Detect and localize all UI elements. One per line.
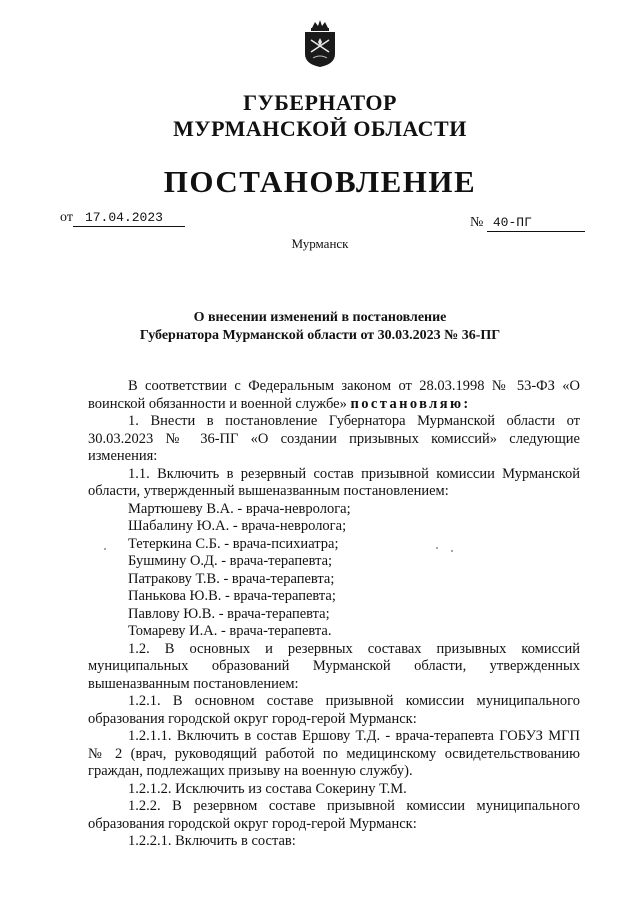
date-field (60, 210, 185, 227)
appointee-list (128, 501, 580, 641)
subject-line2: Губернатора Мурманской области от 30.03.2023 № 36-ПГ (139, 328, 501, 343)
number-field (470, 215, 585, 232)
list-item: Бушмину О.Д. - врача-терапевта; (128, 553, 333, 569)
document-type-heading: ПОСТАНОВЛЕНИЕ (163, 164, 477, 199)
scan-speck (104, 548, 106, 550)
document-body (88, 378, 580, 851)
scan-speck (436, 547, 438, 549)
number-prefix: № (470, 215, 484, 230)
governor-title-line1: ГУБЕРНАТОР (243, 90, 397, 115)
date-prefix: от (60, 210, 73, 225)
paragraph-1-2-2: 1.2.2. В резервном составе призывной комиссии муниципального образования городской округ город-герой Мурманск: (88, 798, 580, 832)
list-item: Тетеркина С.Б. - врача-психиатра; (128, 535, 339, 552)
paragraph-1-2: 1.2. В основных и резервных составах призывных комиссий муниципальных образований Мурманской области, утвержденных вышеназванным постановлением: (88, 640, 580, 692)
paragraph-1: 1. Внести в постановление Губернатора Мурманской области от 30.03.2023 № 36-ПГ «О создании призывных комиссий» следующие изменения: (88, 413, 580, 464)
list-item: Патракову Т.В. - врача-терапевта; (128, 570, 335, 587)
governor-title-line2: МУРМАНСКОЙ ОБЛАСТИ (173, 116, 467, 141)
paragraph-1-1: 1.1. Включить в резервный состав призывной комиссии Мурманской области, утвержденный вышеназванным постановлением: (88, 465, 580, 499)
list-item: Шабалину Ю.А. - врача-невролога; (128, 518, 347, 534)
preamble-text: В соответствии с Федеральным законом от 28.03.1998 № 53-ФЗ «О воинской обязанности и военной службе» (88, 378, 580, 412)
paragraph-1-2-2-1: 1.2.2.1. Включить в состав: (128, 833, 296, 849)
resolve-word: постановляю: (350, 395, 471, 412)
scan-speck (451, 550, 453, 552)
number-value: 40-ПГ (487, 215, 585, 232)
coat-of-arms-icon (300, 18, 340, 68)
date-value: 17.04.2023 (73, 210, 185, 227)
list-item: Мартюшеву В.А. - врача-невролога; (128, 500, 351, 517)
city-label: Мурманск (291, 236, 349, 251)
paragraph-1-2-1-2: 1.2.1.2. Исключить из состава Сокерину Т.М. (128, 780, 407, 797)
paragraph-1-2-1-1: 1.2.1.1. Включить в состав Ершову Т.Д. - врача-терапевта ГОБУЗ МГП № 2 (врач, руководящий работой по медицинскому освидетельствованию граждан, подлежащих призыву на военную службу). (88, 728, 580, 779)
paragraph-1-2-1: 1.2.1. В основном составе призывной комиссии муниципального образования городской округ город-герой Мурманск: (88, 693, 580, 727)
list-item: Томареву И.А. - врача-терапевта. (128, 623, 332, 639)
list-item: Панькова Ю.В. - врача-терапевта; (128, 588, 336, 604)
list-item: Павлову Ю.В. - врача-терапевта; (128, 605, 330, 622)
preamble-paragraph (88, 378, 580, 413)
subject-line1: О внесении изменений в постановление (193, 310, 447, 325)
